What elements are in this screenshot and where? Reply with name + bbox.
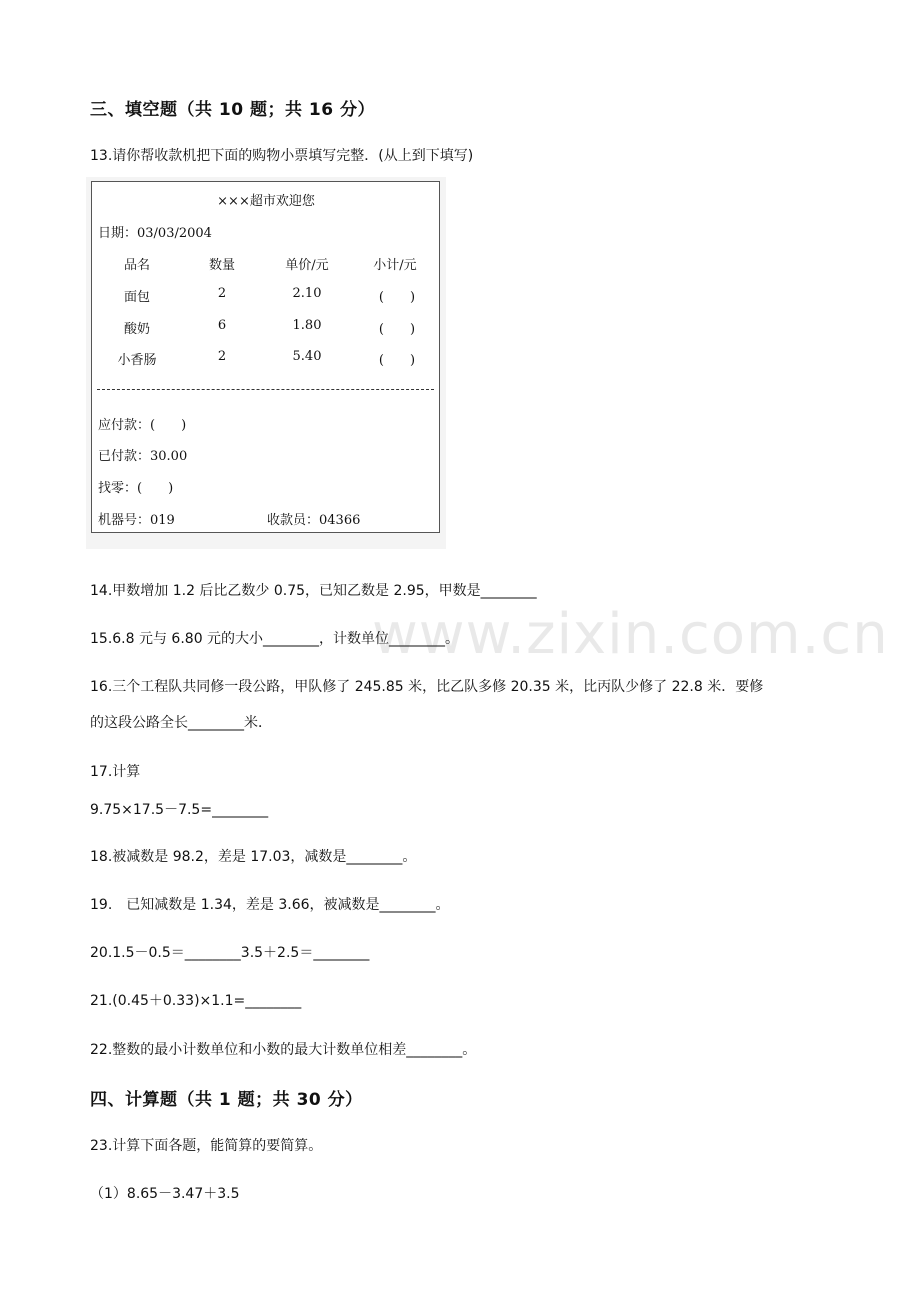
question-20: 20.1.5－0.5＝________3.5＋2.5＝________ bbox=[90, 945, 370, 961]
question-23-part-1: （1）8.65－3.47＋3.5 bbox=[90, 1186, 240, 1202]
question-13: 13.请你帮收款机把下面的购物小票填写完整．(从上到下填写) bbox=[90, 148, 474, 164]
question-15: 15.6.8 元与 6.80 元的大小________，计数单位________。 bbox=[90, 631, 460, 647]
question-16-line-1: 16.三个工程队共同修一段公路，甲队修了 245.85 米，比乙队多修 20.35 米，比丙队少修了 22.8 米．要修 bbox=[90, 679, 764, 695]
machine-number: 机器号：019 bbox=[98, 513, 175, 528]
receipt-title: ×××超市欢迎您 bbox=[217, 194, 315, 209]
section-4-heading: 四、计算题（共 1 题；共 30 分） bbox=[90, 1090, 363, 1110]
item-price: 5.40 bbox=[292, 349, 322, 364]
question-17-title: 17.计算 bbox=[90, 764, 141, 780]
item-name: 面包 bbox=[123, 290, 151, 305]
question-21: 21.(0.45＋0.33)×1.1=________ bbox=[90, 993, 302, 1009]
cashier-number: 收款员：04366 bbox=[267, 513, 361, 528]
question-18: 18.被减数是 98.2，差是 17.03，减数是________。 bbox=[90, 849, 417, 865]
item-price: 1.80 bbox=[292, 318, 322, 333]
question-14: 14.甲数增加 1.2 后比乙数少 0.75，已知乙数是 2.95，甲数是________ bbox=[90, 583, 537, 599]
item-qty: 2 bbox=[217, 286, 227, 301]
header-name: 品名 bbox=[123, 258, 151, 273]
item-name: 小香肠 bbox=[117, 353, 157, 368]
receipt-date: 日期：03/03/2004 bbox=[98, 226, 212, 241]
item-qty: 2 bbox=[217, 349, 227, 364]
question-23: 23.计算下面各题，能简算的要简算。 bbox=[90, 1138, 323, 1154]
item-subtotal-blank: ( ) bbox=[378, 322, 416, 337]
question-22: 22.整数的最小计数单位和小数的最大计数单位相差________。 bbox=[90, 1042, 477, 1058]
item-qty: 6 bbox=[217, 318, 227, 333]
question-16-line-2: 的这段公路全长________米． bbox=[90, 715, 272, 731]
amount-paid: 已付款：30.00 bbox=[98, 449, 188, 464]
shopping-receipt bbox=[91, 181, 440, 533]
question-17-expression: 9.75×17.5－7.5=________ bbox=[90, 802, 269, 818]
section-3-heading: 三、填空题（共 10 题；共 16 分） bbox=[90, 100, 375, 120]
item-price: 2.10 bbox=[292, 286, 322, 301]
header-qty: 数量 bbox=[208, 258, 236, 273]
watermark: www.zixin.com.cn bbox=[372, 602, 889, 667]
header-subtotal: 小计/元 bbox=[373, 258, 417, 273]
question-19: 19. 已知减数是 1.34，差是 3.66，被减数是________。 bbox=[90, 897, 450, 913]
header-price: 单价/元 bbox=[285, 258, 329, 273]
change: 找零：( ) bbox=[98, 481, 174, 496]
item-name: 酸奶 bbox=[123, 322, 151, 337]
item-subtotal-blank: ( ) bbox=[378, 353, 416, 368]
receipt-divider bbox=[97, 389, 434, 390]
amount-due: 应付款：( ) bbox=[98, 418, 187, 433]
item-subtotal-blank: ( ) bbox=[378, 290, 416, 305]
